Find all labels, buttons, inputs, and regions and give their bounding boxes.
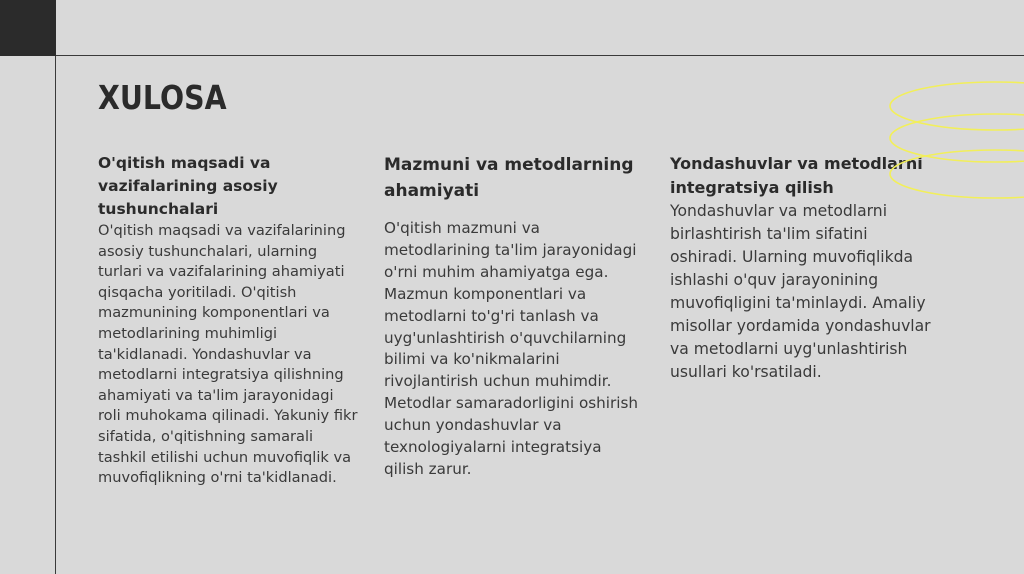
column-purpose	[98, 152, 360, 489]
ring-top	[890, 82, 1024, 130]
ring-bottom	[890, 150, 1024, 198]
column-heading: O'qitish maqsadi va vazifalarining asosiy tushunchalari	[98, 154, 278, 218]
left-divider	[55, 56, 56, 574]
column-body: O'qitish mazmuni va metodlarining ta'lim jarayonidagi o'rni muhim ahamiyatga ega. Mazmun komponentlari va metodlarni to'g'ri tanlash va uyg'unlashtirish o'quvchilarning bilimi va ko'nikmalarini rivojlantirish uchun muhimdir. Metodlar samaradorligini oshirish uchun yondashuvlar va texnologiyalarni integratsiya qilish zarur.	[384, 219, 639, 478]
decorative-rings	[880, 70, 1024, 210]
column-body: Yondashuvlar va metodlarni birlashtirish ta'lim sifatini oshiradi. Ularning muvofiqlikda ishlashi o'quv jarayonining muvofiqligini ta'minlaydi. Amaliy misollar yordamida yondashuvlar va metodlarni uyg'unlashtirish usullari ko'rsatiladi.	[670, 202, 931, 381]
column-heading: Mazmuni va metodlarning ahamiyati	[384, 155, 634, 201]
top-divider	[56, 55, 1024, 56]
slide-title: XULOSA	[98, 78, 227, 117]
column-body: O'qitish maqsadi va vazifalarining asosiy tushunchalari, ularning turlari va vazifalarining ahamiyati qisqacha yoritiladi. O'qitish mazmunining komponentlari va metodlarining muhimligi ta'kidlanadi. Yondashuvlar va metodlarni integratsiya qilishning ahamiyati va ta'lim jarayonidagi roli muhokama qilinadi. Yakuniy fikr sifatida, o'qitishning samarali tashkil etilishi uchun muvofiqlik va muvofiqlikning o'rni ta'kidlanadi.	[98, 222, 358, 487]
column-content-methods	[384, 152, 646, 481]
column-heading: Yondashuvlar va metodlarni integratsiya qilish	[670, 154, 923, 197]
ring-middle	[890, 114, 1024, 162]
corner-block	[0, 0, 56, 56]
